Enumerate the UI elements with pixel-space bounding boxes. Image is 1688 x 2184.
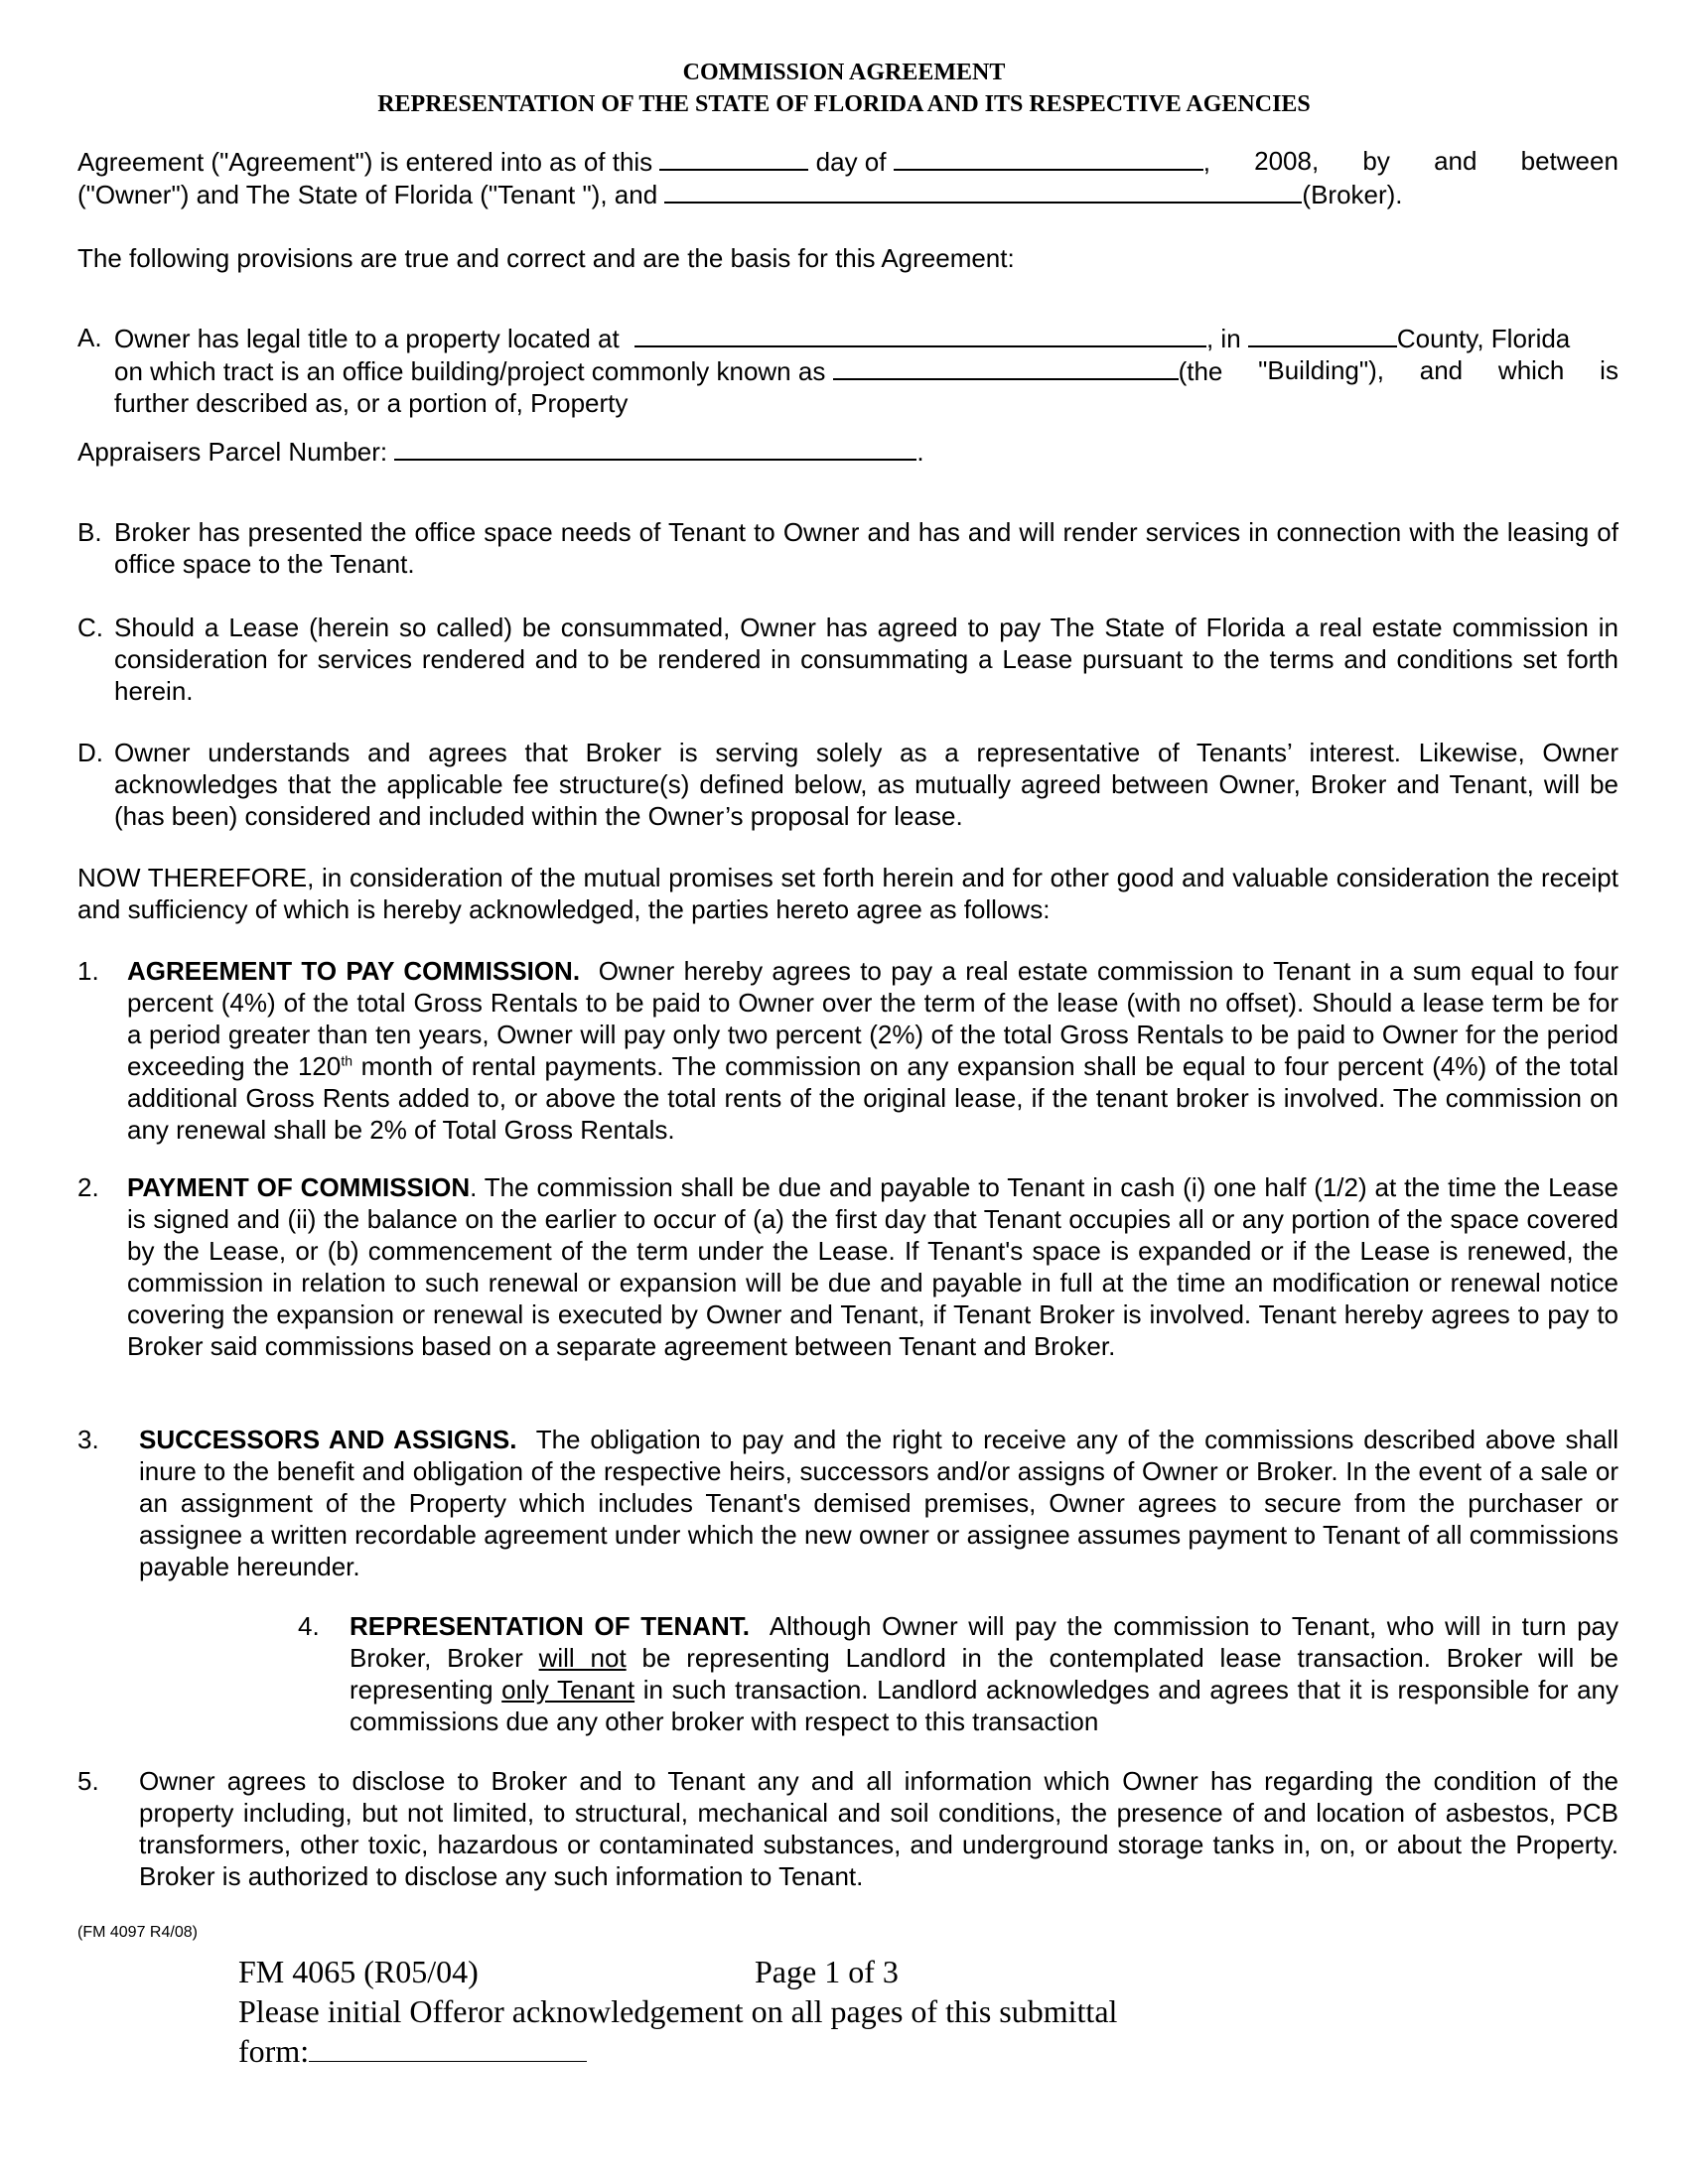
- section-d-label: D.: [77, 738, 103, 767]
- item-2: [77, 1171, 1618, 1362]
- intro-text: ,: [1202, 147, 1210, 177]
- item-1-label: 1.: [77, 956, 99, 986]
- intro-text: by: [1362, 146, 1390, 176]
- form-label: form:: [238, 2033, 310, 2069]
- parcel-number-line: [77, 435, 1618, 468]
- section-b: [77, 516, 1618, 580]
- item-4-text-a: Although Owner will pay the commission to Tenant, who will in turn pay Broker, Broker: [350, 1611, 1618, 1673]
- section-c-label: C.: [77, 613, 103, 642]
- provisions-statement: The following provisions are true and correct and are the basis for this Agreement:: [77, 243, 1015, 273]
- item-4-text-b: be representing Landlord in the contemplated lease transaction. Broker will be representing: [350, 1643, 1618, 1705]
- section-b-text: Broker has presented the office space needs of Tenant to Owner and has and will render services in connection with the leasing of office space to the Tenant.: [114, 517, 1618, 579]
- section-b-label: B.: [77, 517, 102, 547]
- intro-line-1: [77, 145, 1618, 178]
- initial-note: Please initial Offeror acknowledgement on all pages of this submittal: [238, 1993, 1118, 2029]
- section-d: [77, 737, 1618, 832]
- form-id: FM 4065 (R05/04): [238, 1954, 479, 1989]
- broker-name-blank[interactable]: [664, 178, 1302, 204]
- initial-line: [238, 2031, 587, 2071]
- section-c: [77, 612, 1618, 707]
- item-4-text-c: in such transaction. Landlord acknowledges and agrees that it is responsible for any commissions due any other broker with respect to this transaction: [350, 1675, 1618, 1736]
- section-a-line-2: [114, 354, 1618, 387]
- section-a-text: is: [1600, 355, 1618, 385]
- document-title: COMMISSION AGREEMENT: [682, 60, 1006, 85]
- intro-text: day of: [815, 147, 887, 177]
- county-blank[interactable]: [1248, 322, 1397, 347]
- section-a-line-1: [114, 322, 1618, 354]
- document-subtitle: REPRESENTATION OF THE STATE OF FLORIDA AND ITS RESPECTIVE AGENCIES: [377, 91, 1311, 117]
- section-a-label: A.: [77, 323, 102, 352]
- section-c-text: Should a Lease (herein so called) be consummated, Owner has agreed to pay The State of Florida a real estate commission in consideration for services rendered and to be rendered in consummating a Lease pursuant to the terms and conditions set forth herein.: [114, 613, 1618, 706]
- parcel-number-end: .: [916, 437, 924, 467]
- item-4-will-not: will not: [538, 1643, 627, 1673]
- item-1-superscript: th: [341, 1052, 353, 1069]
- item-2-heading: PAYMENT OF COMMISSION: [127, 1172, 471, 1202]
- intro-year: 2008,: [1254, 146, 1320, 176]
- item-5: [77, 1765, 1618, 1892]
- intro-text: between: [1520, 146, 1618, 176]
- item-2-text: . The commission shall be due and payable to Tenant in cash (i) one half (1/2) at the time the Lease is signed and (ii) the balance on the earlier to occur of (a) the first day that Tenant occupies all or any portion of the space covered by the Lease, or (b) commencement of the term under the Lease. If Tenant's space is expanded or if the Lease is renewed, the commission in relation to such renewal or expansion will be due and payable in full at the time an modification or renewal notice covering the expansion or renewal is executed by Owner and Tenant, if Tenant Broker is involved. Tenant hereby agrees to pay to Broker said commissions based on a separate agreement between Tenant and Broker.: [127, 1172, 1618, 1361]
- footer-line-1: [238, 1952, 899, 1991]
- section-a-line-3: further described as, or a portion of, Property: [114, 388, 629, 418]
- item-1-heading: AGREEMENT TO PAY COMMISSION.: [127, 956, 581, 986]
- section-a-text: , in: [1205, 324, 1241, 353]
- item-1-text-a: Owner hereby agrees to pay a real estate commission to Tenant in a sum equal to four percent (4%) of the total Gross Rentals to be paid to Owner over the term of the lease (with no offset). Should a lease term be for a period greater than ten years, Owner will pay only two percent (2%) of the total Gross Rentals to be paid to Owner for the period exceeding the 120: [127, 956, 1618, 1081]
- building-name-blank[interactable]: [833, 354, 1179, 380]
- intro-text: ("Owner") and The State of Florida ("Tenant "), and: [77, 180, 658, 209]
- item-3-text: The obligation to pay and the right to receive any of the commissions described above shall inure to the benefit and obligation of the respective heirs, successors and/or assigns of Owner or Broker. In the event of a sale or an assignment of the Property which includes Tenant's demised premises, Owner agrees to secure from the purchaser or assignee a written recordable agreement under which the new owner or assignee assumes payment to Tenant of all commissions payable hereunder.: [139, 1425, 1618, 1581]
- intro-text: and: [1434, 146, 1477, 176]
- section-a-text: which: [1497, 355, 1565, 385]
- item-4-label: 4.: [298, 1611, 320, 1641]
- item-2-label: 2.: [77, 1172, 99, 1202]
- section-a: [77, 322, 1618, 419]
- section-d-text: Owner understands and agrees that Broker is serving solely as a representative of Tenants’ interest. Likewise, Owner acknowledges that the applicable fee structure(s) defined below, as mutually agreed between Owner, Broker and Tenant, will be (has been) considered and included within the Owner’s proposal for lease.: [114, 738, 1618, 831]
- item-3-label: 3.: [77, 1425, 99, 1454]
- item-1: [77, 955, 1618, 1146]
- section-a-text: (the: [1178, 356, 1223, 386]
- item-5-text: Owner agrees to disclose to Broker and to Tenant any and all information which Owner has regarding the condition of the property including, but not limited, to structural, mechanical and soil conditions, the presence of and location of asbestos, PCB transformers, other toxic, hazardous or contaminated substances, and underground storage tanks in, on, or about the Property. Broker is authorized to disclose any such information to Tenant.: [139, 1766, 1618, 1891]
- intro-text: Agreement ("Agreement") is entered into as of this: [77, 147, 653, 177]
- intro-paragraph: [77, 145, 1618, 210]
- item-4-only-tenant: only Tenant: [501, 1675, 635, 1705]
- parcel-number-label: Appraisers Parcel Number:: [77, 437, 388, 467]
- now-therefore-paragraph: NOW THEREFORE, in consideration of the mutual promises set forth herein and for other good and valuable consideration the receipt and sufficiency of which is hereby acknowledged, the parties hereto agree as follows:: [77, 863, 1618, 924]
- page-number: Page 1 of 3: [755, 1954, 899, 1989]
- item-1-text-b: month of rental payments. The commission on any expansion shall be equal to four percent (4%) of the total additional Gross Rents added to, or above the total rents of the original lease, if the tenant broker is involved. The commission on any renewal shall be 2% of Total Gross Rentals.: [127, 1051, 1618, 1145]
- section-a-text: "Building"),: [1258, 355, 1384, 385]
- initials-blank[interactable]: [309, 2031, 587, 2062]
- section-a-text: County, Florida: [1396, 324, 1571, 353]
- section-a-text: and: [1419, 355, 1464, 385]
- item-4: [298, 1610, 1618, 1737]
- item-3: [77, 1424, 1618, 1582]
- form-code: (FM 4097 R4/08): [77, 1924, 198, 1941]
- item-5-label: 5.: [77, 1766, 99, 1796]
- intro-line-2: [77, 178, 1618, 210]
- item-3-heading: SUCCESSORS AND ASSIGNS.: [139, 1425, 517, 1454]
- item-4-heading: REPRESENTATION OF TENANT.: [350, 1611, 751, 1641]
- month-blank[interactable]: [894, 145, 1203, 171]
- section-a-text: Owner has legal title to a property located at: [114, 324, 620, 353]
- day-blank[interactable]: [659, 145, 808, 171]
- intro-text: (Broker).: [1302, 180, 1403, 209]
- section-a-text: on which tract is an office building/project commonly known as: [114, 356, 826, 386]
- property-address-blank[interactable]: [634, 322, 1206, 347]
- parcel-number-blank[interactable]: [394, 435, 916, 461]
